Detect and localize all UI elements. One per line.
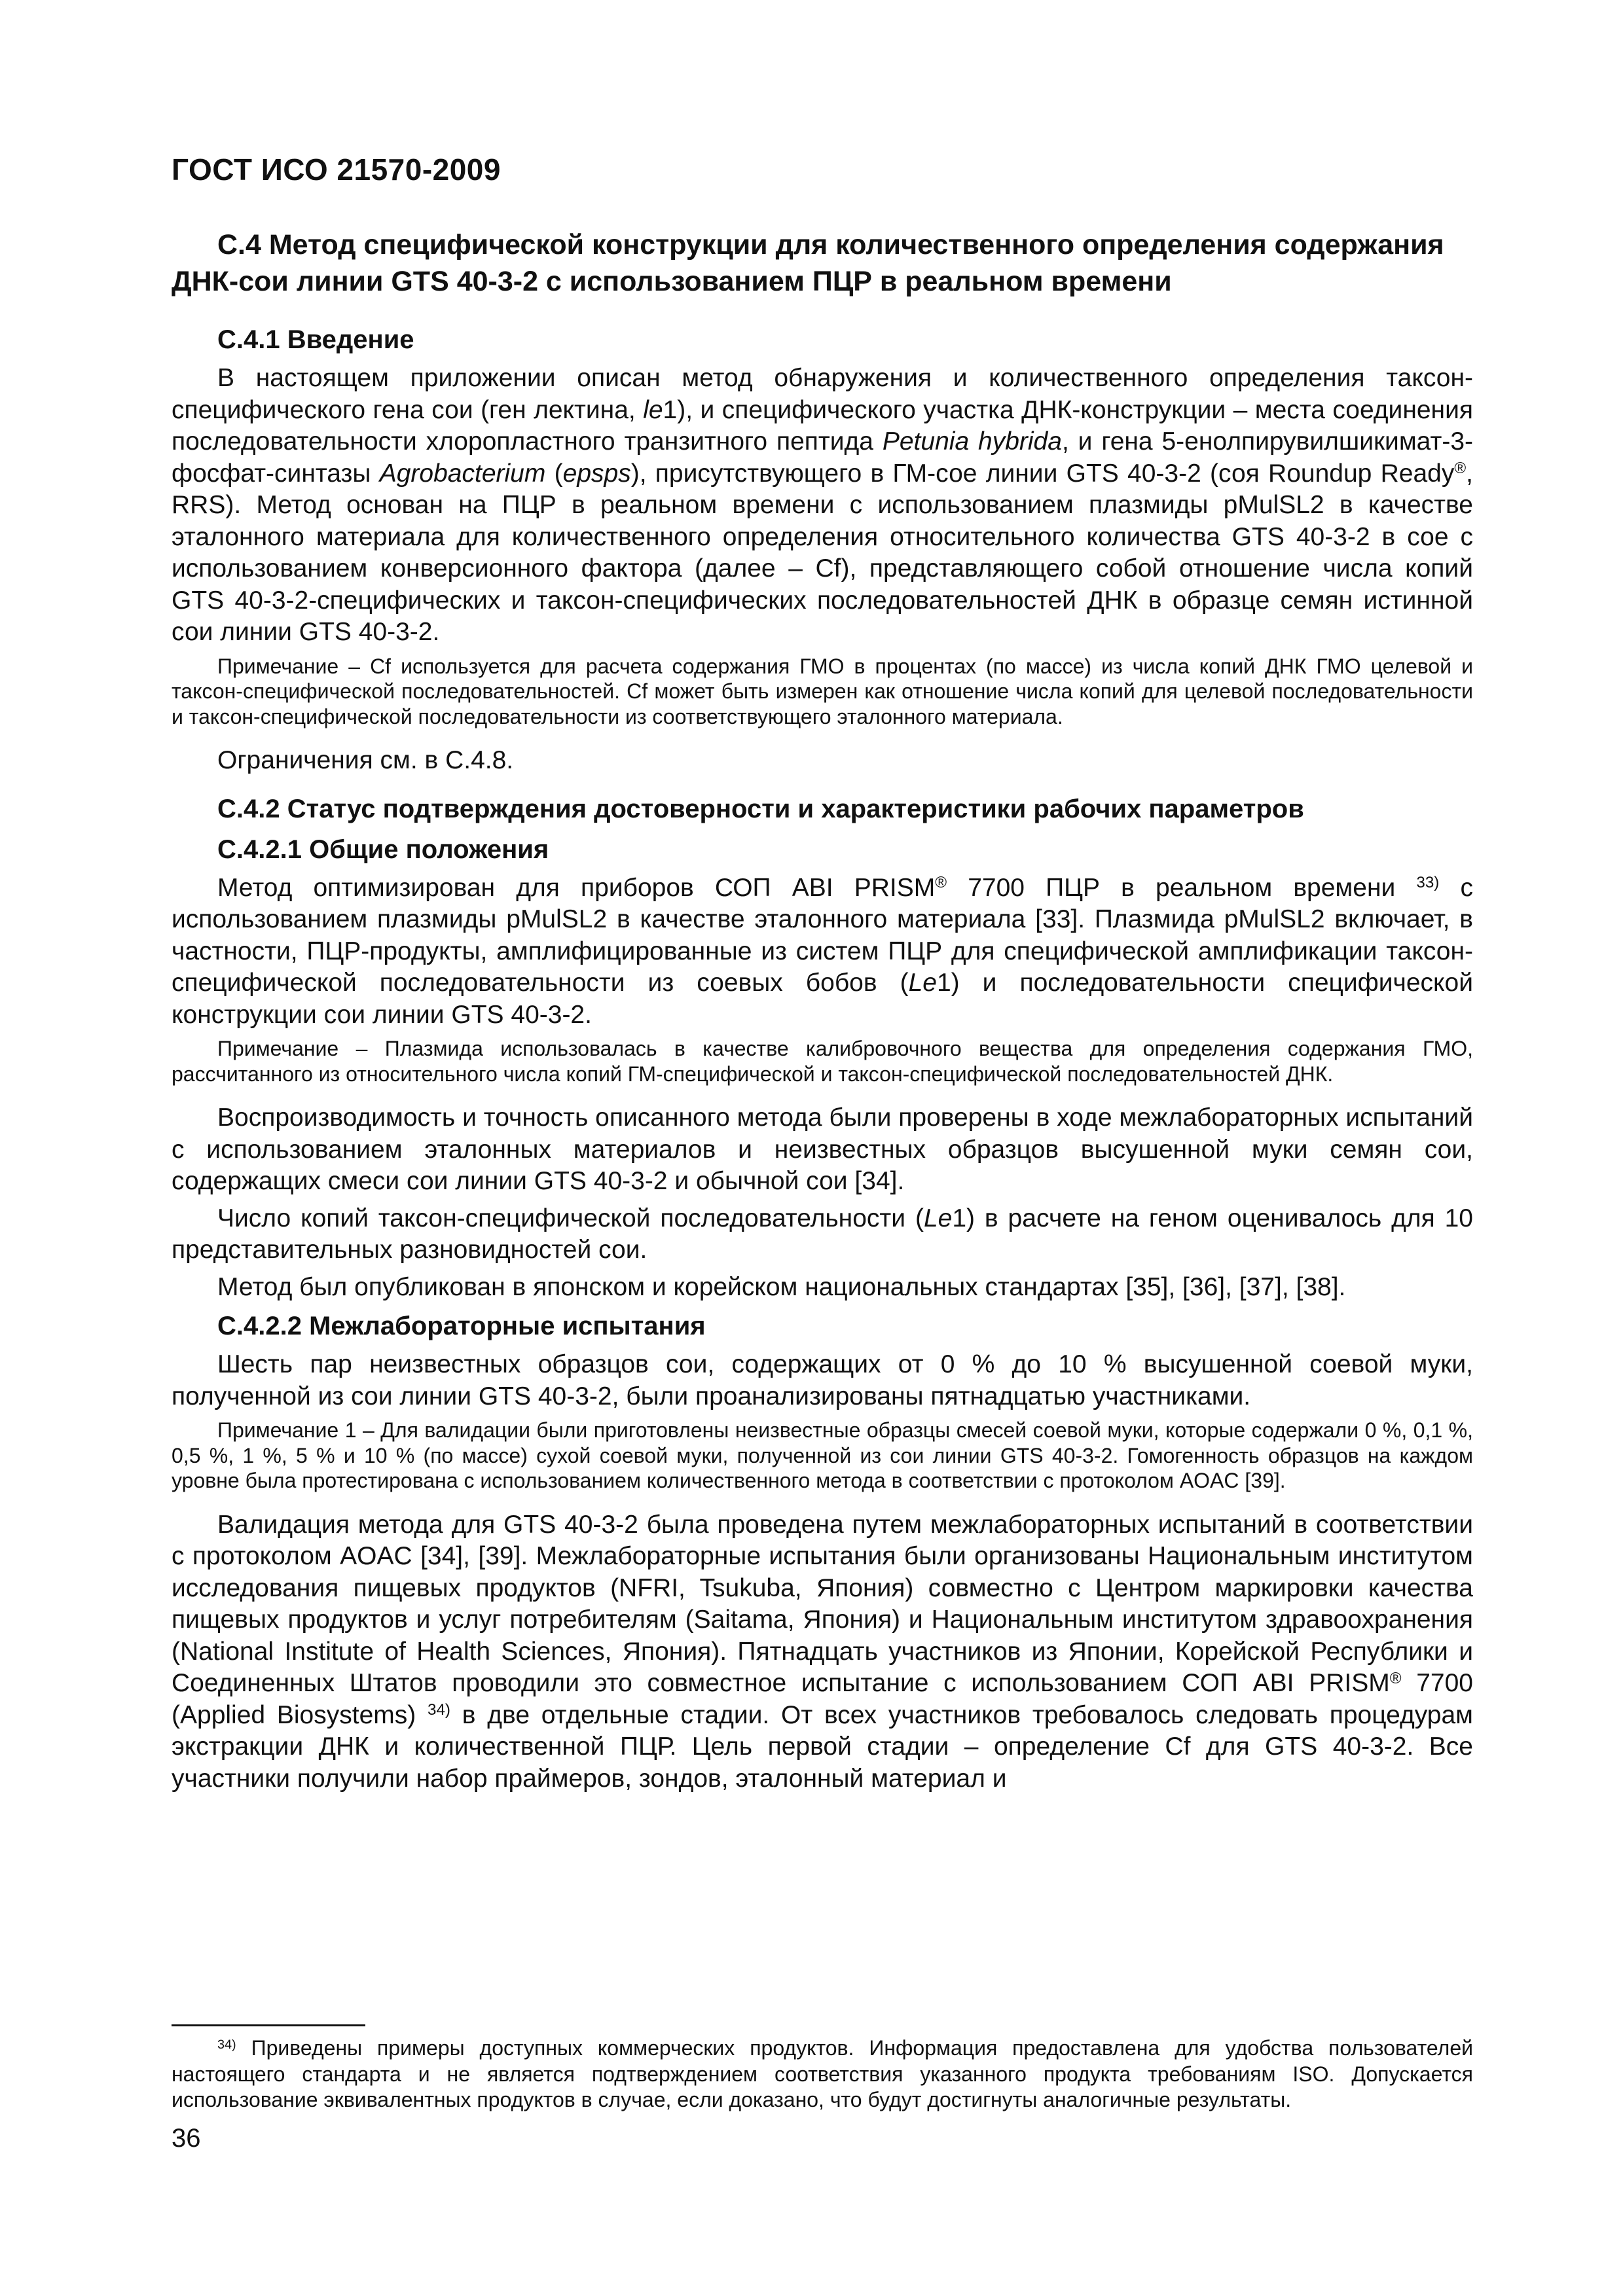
general-paragraph-3: Число копий таксон-специфической последовательности (Le1) в расчете на геном оценивалось для 10 представительных разновидностей сои. [172, 1204, 1473, 1264]
document-body [172, 226, 1473, 1800]
intro-heading: С.4.1 Введение [217, 325, 414, 354]
page-number: 36 [172, 2124, 201, 2153]
general-paragraph-4: Метод был опубликован в японском и корейском национальных стандартах [35], [36], [37], [38]. [217, 1272, 1346, 1301]
footnote: $^{34)}$ Приведены примеры доступных коммерческих продуктов. Информация предоставлена для удобства пользователей настоящего стандарта и не является подтверждением соответствия указанного продукта требованиям ISO. Допускается использование эквивалентных продуктов в случае, если доказано, что будут достигнуты аналогичные результаты. [172, 2036, 1473, 2111]
footnote-divider [172, 2024, 365, 2026]
general-paragraph-2: Воспроизводимость и точность описанного метода были проверены в ходе межлабораторных испытаний с использованием эталонных материалов и неизвестных образцов высушенной муки семян сои, содержащих смеси сои линии GTS 40-3-2 и обычной сои [34]. [172, 1103, 1473, 1195]
footnote-ref-34: 34) [428, 1701, 450, 1719]
intro-note: Примечание – Cf используется для расчета содержания ГМО в процентах (по массе) из числа копий ДНК ГМО целевой и таксон-специфической последовательностей. Cf может быть измерен как отношение числа копий для целевой последовательности и таксон-специфической последовательности из соответствующего эталонного материала. [172, 654, 1473, 728]
limits-paragraph: Ограничения см. в С.4.8. [217, 746, 514, 774]
general-note: Примечание – Плазмида использовалась в качестве калибровочного вещества для определения содержания ГМО, рассчитанного из относительного числа копий ГМ-специфической и таксон-специфической последовательностей ДНК. [172, 1037, 1473, 1086]
validation-heading: С.4.2 Статус подтверждения достоверности и характеристики рабочих параметров [217, 794, 1304, 823]
interlab-note: Примечание 1 – Для валидации были приготовлены неизвестные образцы смесей соевой муки, которые содержали 0 %, 0,1 %, 0,5 %, 1 %, 5 % и 10 % (по массе) сухой соевой муки, полученной из сои линии GTS 40-3-2. Гомогенность образцов на каждом уровне была протестирована с использованием количественного метода в соответствии с протоколом AOAC [39]. [172, 1418, 1473, 1492]
footnote-marker: 34) [217, 2037, 236, 2053]
section-title: С.4 Метод специфической конструкции для количественного определения содержания ДНК-сои линии GTS 40-3-2 с использованием ПЦР в реальном времени [172, 229, 1444, 297]
intro-paragraph: В настоящем приложении описан метод обнаружения и количественного определения таксон-специфического гена сои (ген лектина, le1), и специфического участка ДНК-конструкции – места соединения последовательности хлоропластного транзитного пептида Petunia hybrida, и гена 5-енолпирувилшикимат-3-фосфат-синтазы Agrobacterium (epsps), присутствующего в ГМ-сое линии GTS 40-3-2 (соя Roundup Ready®, RRS). Метод основан на ПЦР в реальном времени с использованием плазмиды pMulSL2 в качестве эталонного материала для количественного определения относительного количества GTS 40-3-2 в сое с использованием конверсионного фактора (далее – Cf), представляющего собой отношение числа копий GTS 40-3-2-специфических и таксон-специфических последовательностей ДНК в образце семян истинной сои линии GTS 40-3-2. [172, 364, 1474, 646]
standard-header: ГОСТ ИСО 21570-2009 [172, 152, 501, 187]
interlab-heading: С.4.2.2 Межлабораторные испытания [217, 1312, 706, 1340]
general-paragraph-1: Метод оптимизирован для приборов СОП ABI PRISM® 7700 ПЦР в реальном времени $^{33)}$ с использованием плазмиды pMulSL2 в качестве эталонного материала [33]. Плазмида pMulSL2 включает, в частности, ПЦР-продукты, амплифицированные из систем ПЦР для специфической амплификации таксон-специфической последовательности из соевых бобов (Le1) и последовательности специфической конструкции сои линии GTS 40-3-2. [172, 873, 1474, 1029]
interlab-paragraph-2: Валидация метода для GTS 40-3-2 была проведена путем межлабораторных испытаний в соответствии с протоколом AOAC [34], [39]. Межлабораторные испытания были организованы Национальным институтом исследования пищевых продуктов (NFRI, Tsukuba, Япония) совместно с Центром маркировки качества пищевых продуктов и услуг потребителям (Saitama, Япония) и Национальным институтом здравоохранения (National Institute of Health Sciences, Япония). Пятнадцать участников из Японии, Корейской Республики и Соединенных Штатов проводили это совместное испытание с использованием СОП ABI PRISM® 7700 (Applied Biosystems) $^{34)}$ в две отдельные стадии. От всех участников требовалось следовать процедурам экстракции ДНК и количественной ПЦР. Цель первой стадии – определение Cf для GTS 40-3-2. Все участники получили набор праймеров, зондов, эталонный материал и [172, 1510, 1473, 1793]
interlab-paragraph-1: Шесть пар неизвестных образцов сои, содержащих от 0 % до 10 % высушенной соевой муки, полученной из сои линии GTS 40-3-2, были проанализированы пятнадцатью участниками. [172, 1350, 1473, 1410]
general-heading: С.4.2.1 Общие положения [217, 834, 549, 864]
footnote-ref-33: 33) [1416, 874, 1440, 892]
